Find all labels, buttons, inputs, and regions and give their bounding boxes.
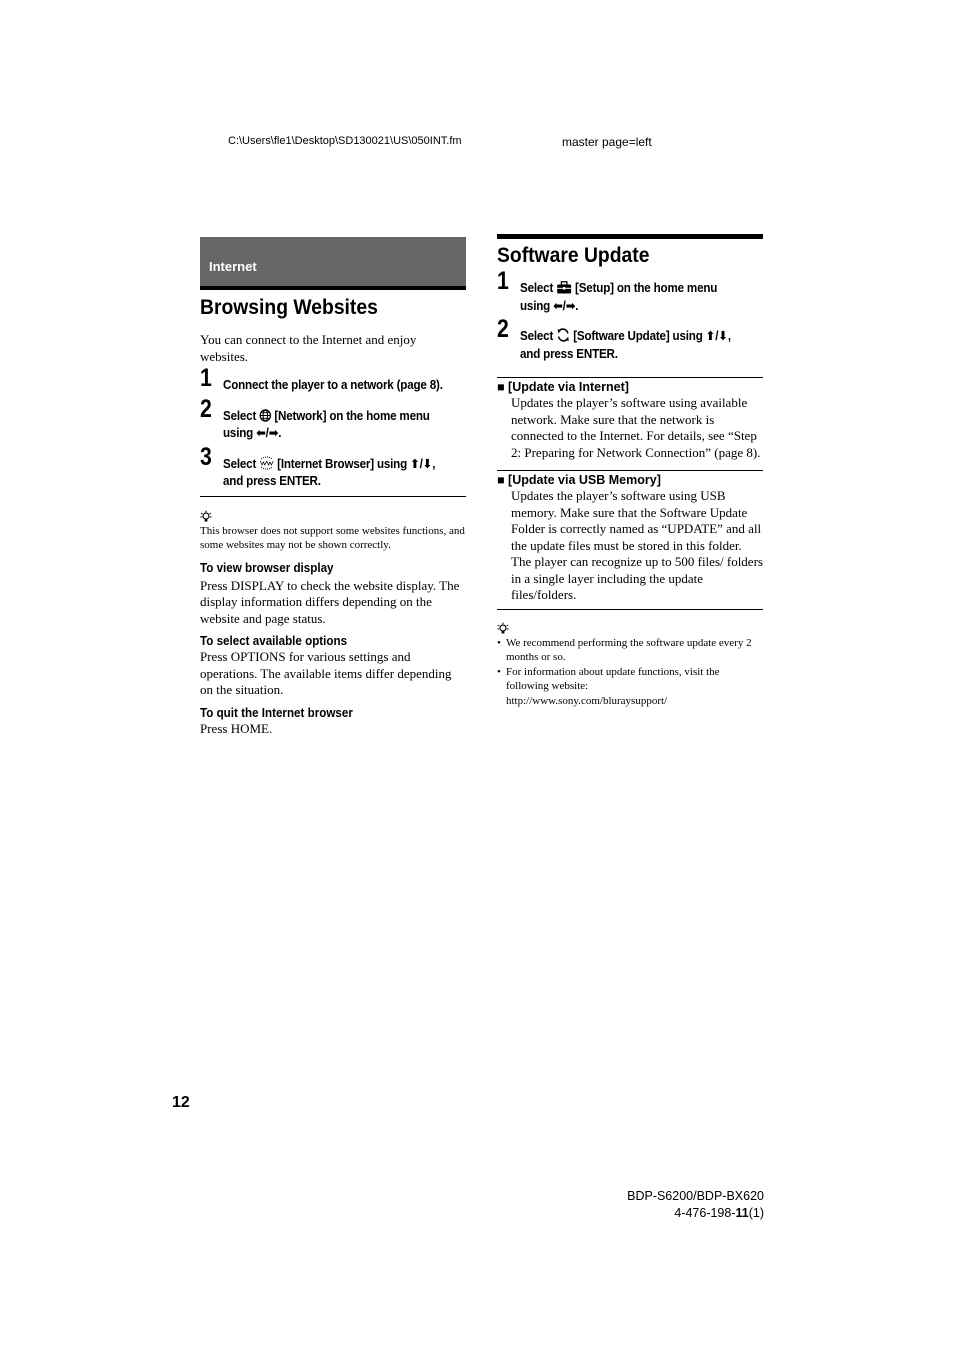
tip-item: • For information about update functions, visit the following website: — [497, 665, 763, 694]
document-code: 4-476-198-11(1) — [674, 1206, 764, 1220]
page-number: 12 — [172, 1094, 190, 1111]
option-text: Updates the player’s software using available network. Make sure that the network is connected to the Internet. For details, see “Step 2: Preparing for Network Connection” (page 8). — [511, 395, 761, 460]
tip-lightbulb-icon — [497, 622, 509, 636]
left-right-arrows-icon: ⬅/➡. — [256, 426, 282, 440]
divider — [497, 470, 763, 471]
header-file-path: C:\Users\fle1\Desktop\SD130021\US\050INT.fm — [228, 135, 462, 147]
up-down-arrows-icon: ⬆/⬇, — [410, 456, 436, 471]
support-url-link[interactable]: http://www.sony.com/bluraysupport/ — [506, 694, 668, 707]
page-title-browsing: Browsing Websites — [200, 296, 378, 319]
step-text: Select [Internet Browser] using ⬆/⬇, and press ENTER. — [223, 456, 436, 488]
step-number: 1 — [497, 267, 509, 295]
sub-heading: To quit the Internet browser — [200, 705, 353, 720]
step-text: Connect the player to a network (page 8). — [223, 378, 443, 392]
left-right-arrows-icon: ⬅/➡. — [553, 298, 579, 313]
step-number: 2 — [497, 315, 509, 343]
up-down-arrows-icon: ⬆/⬇, — [705, 329, 731, 343]
left-column — [200, 237, 466, 737]
page-title-software-update: Software Update — [497, 244, 650, 267]
sub-heading: To select available options — [200, 634, 348, 648]
step-text: Select [Network] on the home menu using ⬅/➡. — [223, 408, 430, 440]
option-update-internet — [497, 380, 763, 461]
divider — [200, 496, 466, 497]
software-update-icon — [556, 328, 570, 342]
sub-heading: To view browser display — [200, 560, 334, 575]
step-number: 2 — [200, 394, 212, 423]
setup-toolbox-icon — [556, 281, 572, 294]
step-number: 1 — [200, 364, 212, 392]
tip-item: • We recommend performing the software update every 2 months or so. — [497, 636, 763, 665]
option-heading: ■ [Update via USB Memory] — [497, 473, 661, 487]
square-bullet-icon: ■ — [497, 473, 505, 487]
tip-text: This browser does not support some websites functions, and some websites may not be shown correctly. — [200, 524, 465, 551]
sub-text: Press OPTIONS for various settings and operations. The available items differ depending on the situation. — [200, 649, 452, 697]
divider — [497, 377, 763, 378]
footer — [560, 1188, 764, 1222]
square-bullet-icon: ■ — [497, 380, 505, 394]
step-2 — [200, 394, 466, 443]
step-2 — [497, 315, 763, 363]
sub-section-options — [200, 634, 466, 699]
step-number: 3 — [200, 442, 212, 471]
sub-text: Press HOME. — [200, 720, 273, 736]
sub-text: Press DISPLAY to check the website display. The display information differs depending on the website and page status. — [200, 577, 460, 626]
title-rule — [497, 234, 763, 239]
intro-text: You can connect to the Internet and enjoy websites. — [200, 332, 417, 364]
model-number: BDP-S6200/BDP-BX620 — [627, 1189, 764, 1203]
divider — [497, 609, 763, 610]
sub-section-quit — [200, 706, 466, 738]
network-globe-icon — [259, 409, 271, 422]
section-label: Internet — [209, 259, 257, 274]
option-heading: ■ [Update via Internet] — [497, 380, 629, 394]
step-text: Select [Software Update] using ⬆/⬇, and press ENTER. — [520, 329, 731, 361]
internet-browser-icon — [259, 456, 274, 470]
section-banner — [200, 237, 466, 290]
option-text: Updates the player’s software using USB memory. Make sure that the Software Update Folder is correctly named as “UPDATE” and all the update files must be stored in this folder. The player can recognize up to 500 files/ folders in a single layer including the update files/folders. — [511, 488, 763, 602]
option-update-usb — [497, 473, 763, 604]
step-text: Select [Setup] on the home menu using ⬅/➡. — [520, 281, 718, 313]
right-column — [497, 234, 763, 708]
step-3 — [200, 442, 466, 491]
tip-lightbulb-icon — [200, 510, 212, 524]
header-master-page: master page=left — [562, 135, 652, 149]
sub-section-view-display — [200, 561, 466, 628]
step-1 — [497, 267, 763, 315]
step-1 — [200, 364, 466, 395]
